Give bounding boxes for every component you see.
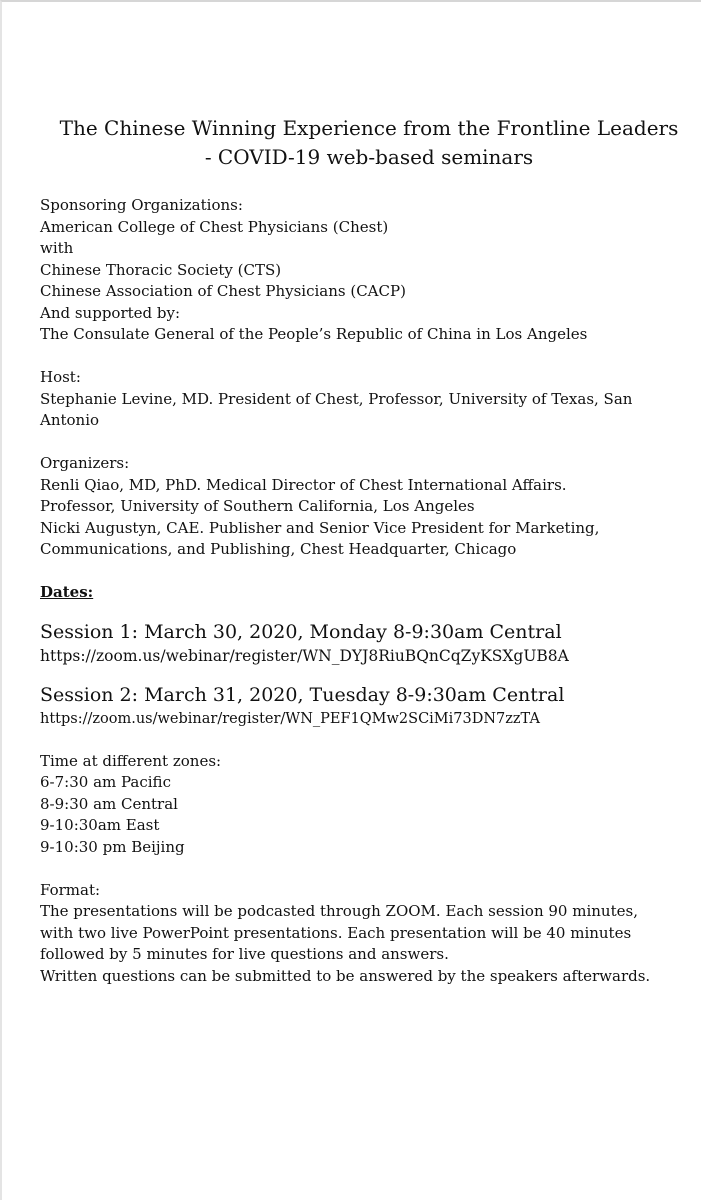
sponsor-item: with [40, 239, 74, 257]
session-1-heading: Session 1: March 30, 2020, Monday 8-9:30am Central [40, 620, 562, 643]
sponsor-item: American College of Chest Physicians (Chest) [40, 217, 389, 236]
document-title [40, 114, 690, 172]
sponsors-heading: Sponsoring Organizations: [40, 196, 243, 214]
sponsors-section [40, 195, 690, 346]
timezone-item: 8-9:30 am Central [40, 794, 178, 813]
organizer-item: Nicki Augustyn, CAE. Publisher and Senior Vice President for Marketing, Communications, and Publishing, Chest Headquarter, Chicago [40, 518, 600, 558]
sponsor-item: Chinese Thoracic Society (CTS) [40, 260, 282, 279]
dates-label: Dates: [40, 583, 94, 601]
sponsor-item: Chinese Association of Chest Physicians (CACP) [40, 282, 406, 300]
timezones-section [40, 751, 690, 859]
sponsor-item: The Consulate General of the People’s Republic of China in Los Angeles [40, 325, 588, 343]
format-heading: Format: [40, 880, 101, 899]
session-1-link[interactable]: https://zoom.us/webinar/register/WN_DYJ8RiuBQnCqZyKSXgUB8A [40, 646, 569, 665]
session-1 [40, 620, 690, 667]
organizers-heading: Organizers: [40, 454, 130, 472]
timezones-heading: Time at different zones: [40, 751, 222, 770]
session-2-link[interactable]: https://zoom.us/webinar/register/WN_PEF1QMw2SCiMi73DN7zzTA [40, 710, 540, 727]
document-body [40, 114, 690, 1009]
organizer-item: Renli Qiao, MD, PhD. Medical Director of Chest International Affairs. Professor, University of Southern California, Los Angeles [40, 475, 567, 515]
host-text: Stephanie Levine, MD. President of Chest, Professor, University of Texas, San Antonio [40, 389, 633, 429]
timezone-item: 9-10:30 pm Beijing [40, 837, 185, 856]
format-note: Written questions can be submitted to be answered by the speakers afterwards. [40, 966, 651, 985]
organizers-section [40, 453, 690, 561]
timezone-item: 9-10:30am East [40, 816, 160, 834]
title-line-1: The Chinese Winning Experience from the Frontline Leaders [59, 116, 679, 140]
timezone-item: 6-7:30 am Pacific [40, 773, 171, 791]
session-2-heading: Session 2: March 31, 2020, Tuesday 8-9:30am Central [40, 683, 565, 706]
title-line-2: - COVID-19 web-based seminars [204, 145, 534, 169]
host-heading: Host: [40, 368, 81, 386]
host-section [40, 367, 690, 432]
session-2 [40, 683, 690, 730]
format-section [40, 880, 690, 988]
sponsor-item: And supported by: [40, 303, 181, 322]
format-text: The presentations will be podcasted through ZOOM. Each session 90 minutes, with two live PowerPoint presentations. Each presentation will be 40 minutes followed by 5 minutes for live questions and answers. [40, 902, 638, 963]
